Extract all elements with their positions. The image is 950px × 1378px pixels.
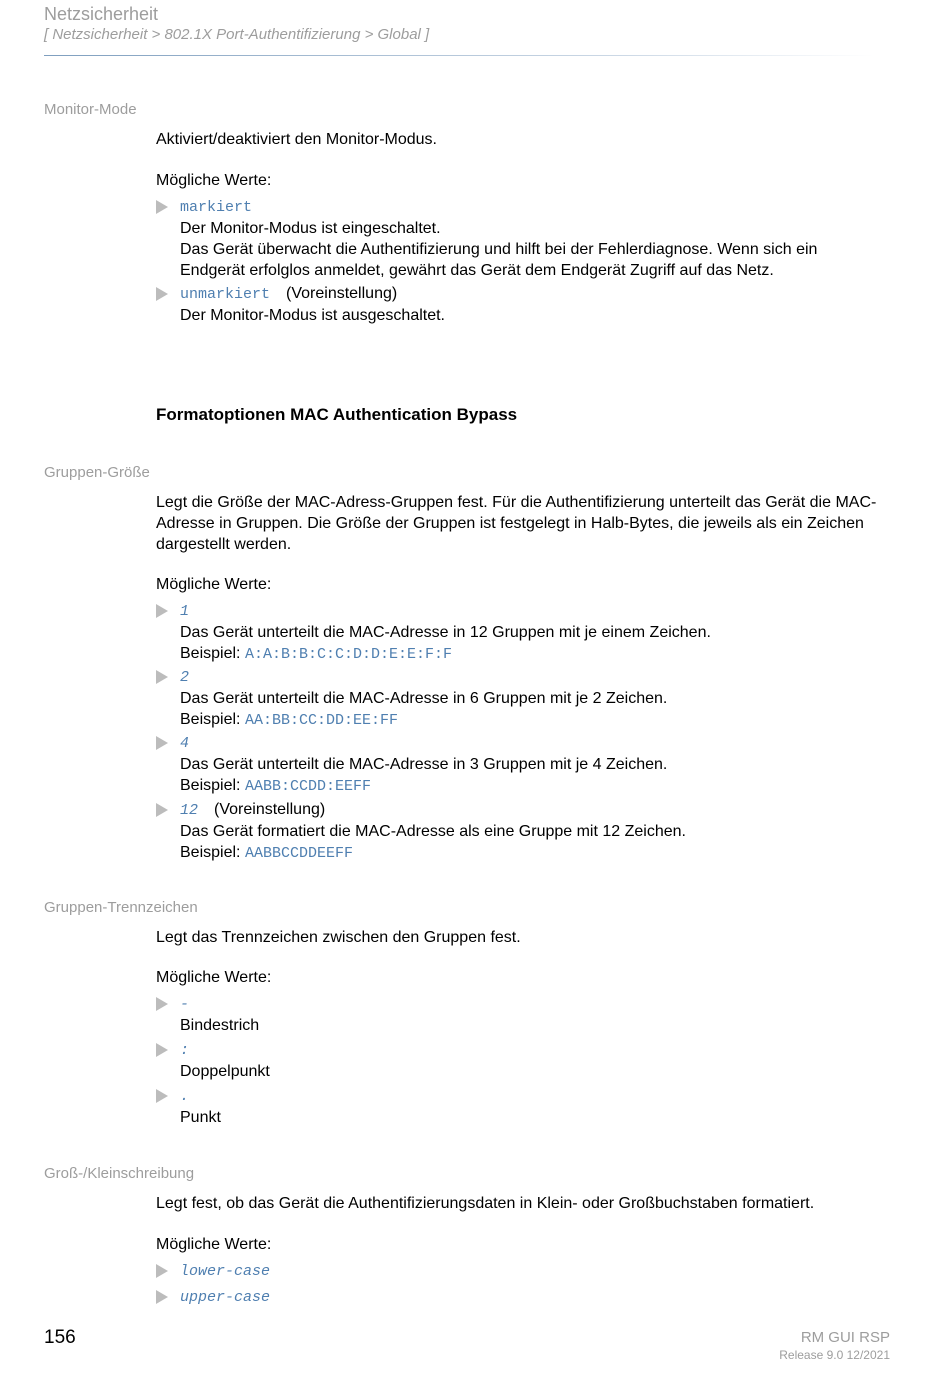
- param-label-group-size: Gruppen-Größe: [44, 464, 150, 481]
- value-line: Das Gerät unterteilt die MAC-Adresse in 3 Gruppen mit je 4 Zeichen.: [180, 756, 668, 773]
- value-line: Das Gerät unterteilt die MAC-Adresse in 6 Gruppen mit je 2 Zeichen.: [180, 690, 668, 707]
- value-item: [156, 600, 896, 665]
- footer-doc-name: RM GUI RSP: [800, 1329, 890, 1346]
- value-code: unmarkiert: [180, 286, 271, 303]
- value-line: Der Monitor-Modus ist eingeschaltet.: [180, 220, 441, 237]
- value-line: Doppelpunkt: [180, 1063, 270, 1080]
- value-code: :: [180, 1042, 190, 1059]
- default-note: (Voreinstellung): [214, 801, 326, 818]
- value-line: Punkt: [180, 1109, 221, 1126]
- bullet-triangle-icon: [156, 670, 168, 684]
- value-code: 4: [180, 735, 190, 752]
- param-description: Legt fest, ob das Gerät die Authentifizierungsdaten in Klein- oder Großbuchstaben formatiert.: [156, 1195, 815, 1212]
- param-description: Legt die Größe der MAC-Adress-Gruppen fest. Für die Authentifizierung unterteilt das Gerät die MAC-Adresse in Gruppen. Die Größe der Gruppen ist festgelegt in Halb-Bytes, die jeweils als ein Zeichen dargestellt werden.: [156, 494, 877, 553]
- value-item: [156, 1085, 896, 1128]
- value-code: 2: [180, 669, 190, 686]
- breadcrumb: [ Netzsicherheit > 802.1X Port-Authentifizierung > Global ]: [44, 26, 430, 43]
- example-code: A:A:B:B:C:C:D:D:E:E:F:F: [244, 646, 452, 663]
- param-label-separator: Gruppen-Trennzeichen: [44, 899, 198, 916]
- value-item: [156, 993, 896, 1036]
- value-item: [156, 732, 896, 797]
- value-code: -: [180, 996, 190, 1013]
- example-code: AA:BB:CC:DD:EE:FF: [244, 712, 398, 729]
- value-code: lower-case: [180, 1263, 271, 1280]
- section-heading: Formatoptionen MAC Authentication Bypass: [156, 405, 518, 424]
- header-divider: [44, 55, 874, 56]
- value-item: [156, 1286, 896, 1308]
- bullet-triangle-icon: [156, 1089, 168, 1103]
- bullet-triangle-icon: [156, 997, 168, 1011]
- value-item: [156, 196, 896, 281]
- value-line: Das Gerät überwacht die Authentifizierung und hilft bei der Fehlerdiagnose. Wenn sich ein Endgerät erfolglos anmeldet, gewährt das Gerät dem Endgerät Zugriff auf das Netz.: [180, 241, 818, 279]
- value-item: [156, 1260, 896, 1282]
- footer-release: Release 9.0 12/2021: [779, 1348, 890, 1362]
- value-code: 1: [180, 603, 190, 620]
- example-label: Beispiel:: [180, 711, 241, 728]
- default-note: (Voreinstellung): [286, 285, 398, 302]
- possible-values-label: Mögliche Werte:: [156, 1236, 272, 1253]
- example-code: AABB:CCDD:EEFF: [244, 778, 371, 795]
- value-line: Bindestrich: [180, 1017, 260, 1034]
- possible-values-label: Mögliche Werte:: [156, 576, 272, 593]
- value-code: .: [180, 1088, 190, 1105]
- example-label: Beispiel:: [180, 645, 241, 662]
- bullet-triangle-icon: [156, 1264, 168, 1278]
- possible-values-label: Mögliche Werte:: [156, 969, 272, 986]
- param-description: Legt das Trennzeichen zwischen den Gruppen fest.: [156, 929, 521, 946]
- value-code: upper-case: [180, 1289, 271, 1306]
- bullet-triangle-icon: [156, 200, 168, 214]
- value-item: [156, 666, 896, 731]
- value-item: [156, 1039, 896, 1082]
- bullet-triangle-icon: [156, 1290, 168, 1304]
- param-label-case: Groß-/Kleinschreibung: [44, 1165, 195, 1182]
- param-description: Aktiviert/deaktiviert den Monitor-Modus.: [156, 131, 437, 148]
- example-label: Beispiel:: [180, 777, 241, 794]
- value-code: 12: [180, 802, 199, 819]
- bullet-triangle-icon: [156, 604, 168, 618]
- example-code: AABBCCDDEEFF: [244, 845, 353, 862]
- example-label: Beispiel:: [180, 844, 241, 861]
- value-item: [156, 283, 896, 326]
- page-title: Netzsicherheit: [44, 4, 159, 24]
- bullet-triangle-icon: [156, 803, 168, 817]
- value-line: Das Gerät formatiert die MAC-Adresse als eine Gruppe mit 12 Zeichen.: [180, 823, 686, 840]
- page-number: 156: [44, 1327, 76, 1348]
- value-line: Das Gerät unterteilt die MAC-Adresse in 12 Gruppen mit je einem Zeichen.: [180, 624, 711, 641]
- page-header: [44, 3, 874, 45]
- bullet-triangle-icon: [156, 736, 168, 750]
- bullet-triangle-icon: [156, 287, 168, 301]
- value-line: Der Monitor-Modus ist ausgeschaltet.: [180, 307, 445, 324]
- value-code: markiert: [180, 199, 253, 216]
- bullet-triangle-icon: [156, 1043, 168, 1057]
- param-label-monitor-mode: Monitor-Mode: [44, 101, 137, 118]
- value-item: [156, 799, 896, 864]
- possible-values-label: Mögliche Werte:: [156, 172, 272, 189]
